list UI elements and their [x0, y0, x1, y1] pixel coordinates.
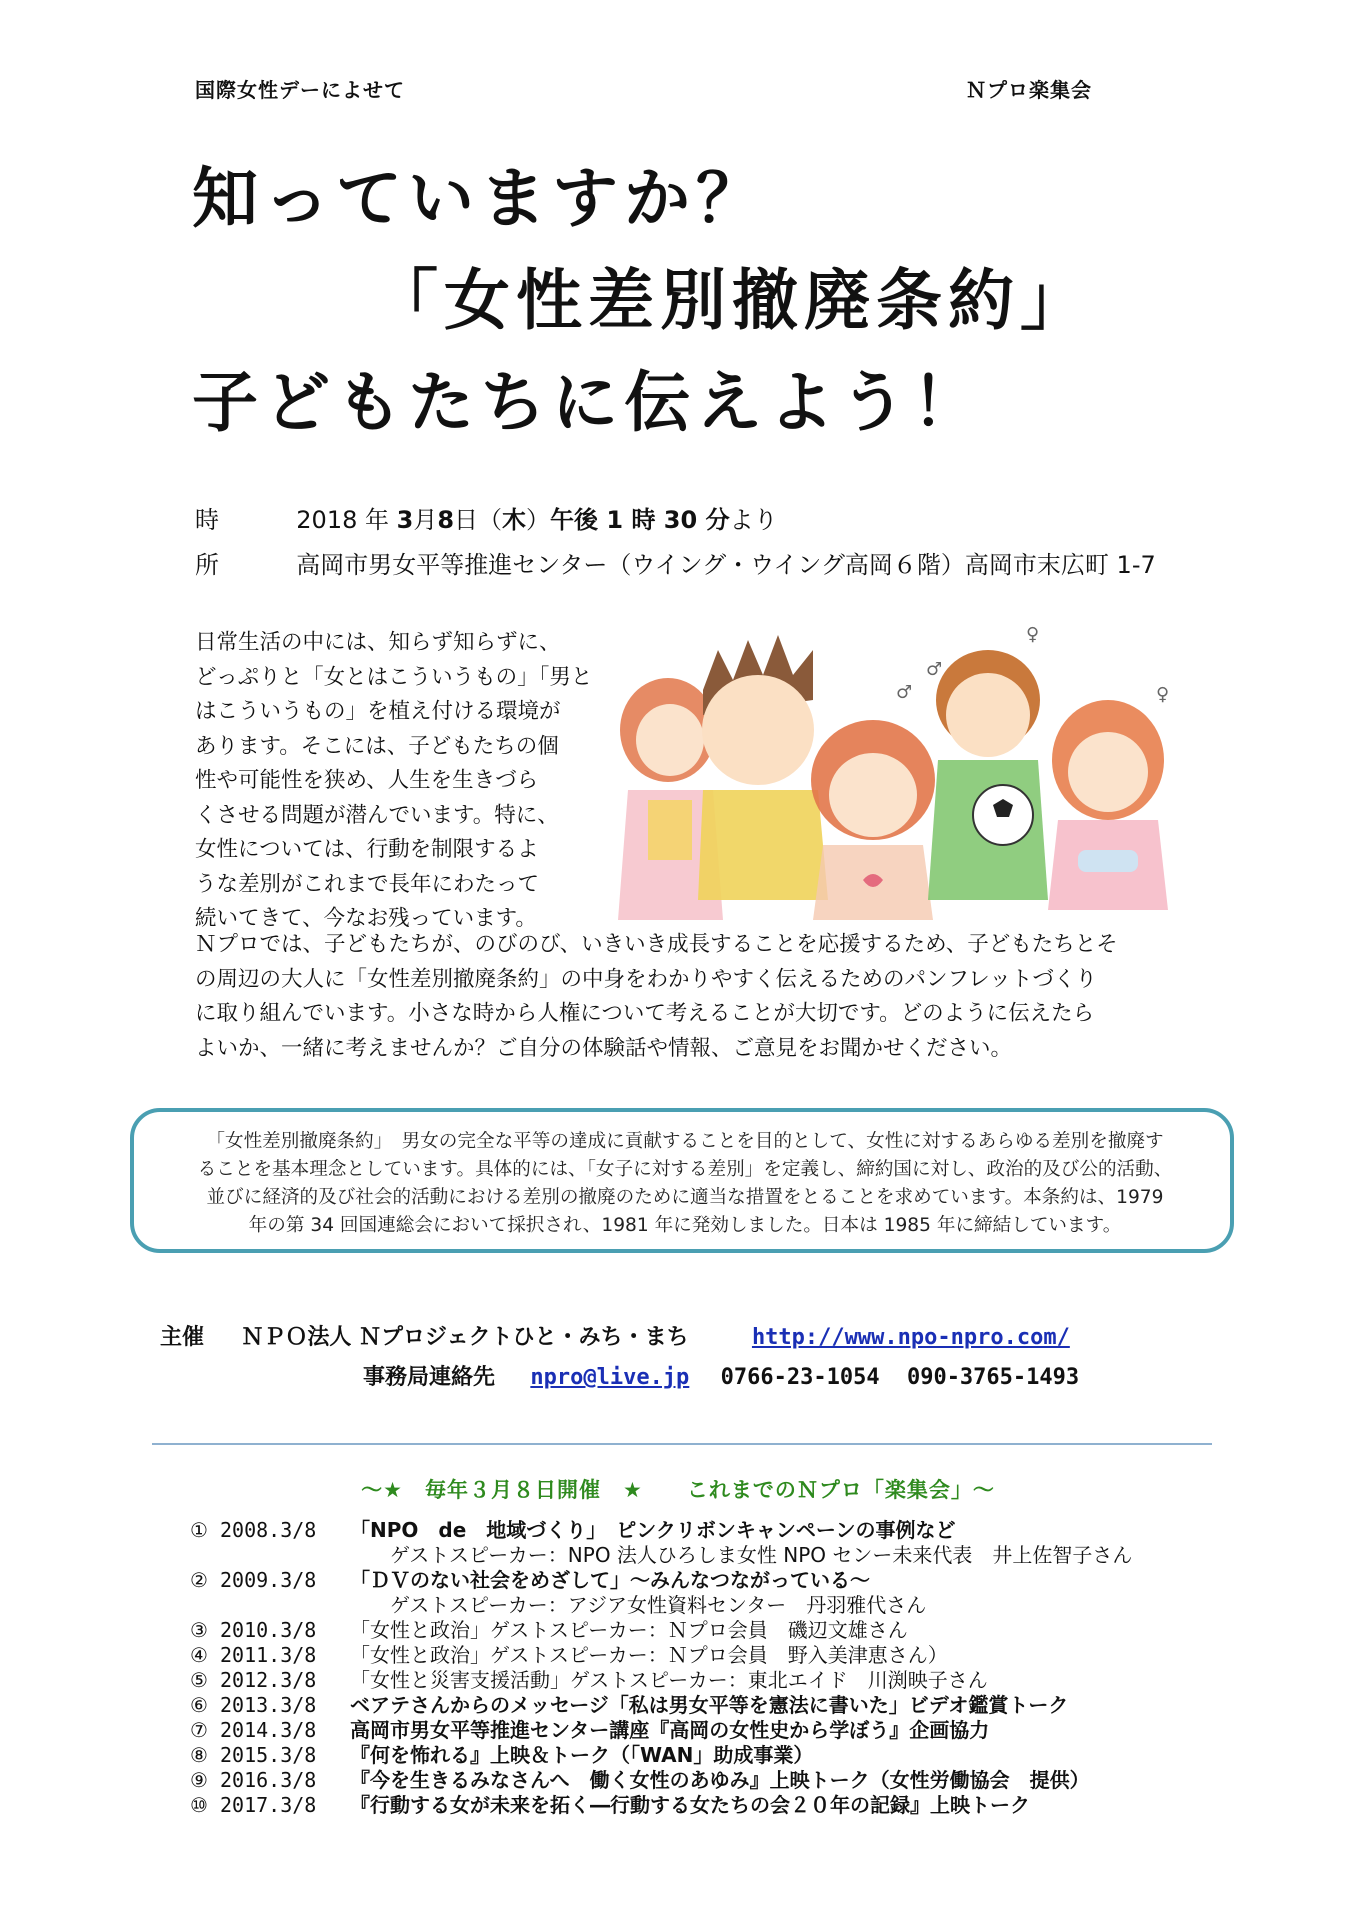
intro-line: くさせる問題が潜んでいます。特に、	[195, 802, 559, 828]
svg-text:♂: ♂	[896, 682, 913, 703]
history-date: 2010.3/8	[220, 1618, 317, 1642]
history-num: ⑥	[190, 1693, 208, 1717]
intro-paragraph	[195, 626, 595, 937]
history-num: ⑩	[190, 1793, 208, 1817]
desc-line: の周辺の大人に「女性差別撤廃条約」の中身をわかりやすく伝えるためのパンフレットづくり	[195, 966, 1097, 992]
history-desc: 『何を怖れる』上映＆トーク（「WAN」助成事業）	[350, 1743, 814, 1767]
history-num: ④	[190, 1643, 208, 1667]
history-desc: 「女性と政治」ゲストスピーカー：Ｎプロ会員 野入美津恵さん）	[350, 1643, 948, 1667]
organizer-label: 主催	[160, 1325, 205, 1350]
treaty-line: 「女性差別撤廃条約」 男女の完全な平等の達成に貢献することを目的として、女性に対するあらゆる差別を撤廃す	[206, 1131, 1164, 1152]
history-item	[190, 1568, 1132, 1593]
history-date: 2009.3/8	[220, 1568, 317, 1592]
desc-line: よいか、一緒に考えませんか？ご自分の体験話や情報、ご意見をお聞かせください。	[195, 1035, 1013, 1061]
contact-phone-1: 0766-23-1054	[720, 1365, 880, 1390]
history-date: 2012.3/8	[220, 1668, 317, 1692]
history-desc: 『行動する女が未来を拓く―行動する女たちの会２０年の記録』上映トーク	[350, 1793, 1030, 1817]
history-item	[190, 1693, 1132, 1718]
history-num: ⑦	[190, 1718, 208, 1742]
organizer-line	[160, 1320, 1070, 1351]
time-month: 3	[396, 506, 414, 534]
header-right: Ｎプロ楽集会	[966, 78, 1092, 102]
intro-line: 日常生活の中には、知らず知らずに、	[195, 630, 561, 655]
event-time	[195, 500, 778, 535]
history-title: ～★ 毎年３月８日開催 ★ これまでのＮプロ「楽集会」～	[361, 1478, 995, 1502]
description-paragraph	[195, 928, 1195, 1066]
history-num: ①	[190, 1518, 208, 1542]
treaty-line: ることを基本理念としています。具体的には、「女子に対する差別」を定義し、締約国に対し、政治的及び公的活動、	[197, 1159, 1173, 1180]
time-suffix: より	[729, 506, 778, 534]
title-line-1: 知っていますか？	[192, 160, 768, 237]
contact-phone-2: 090-3765-1493	[906, 1365, 1080, 1390]
time-month-unit: 月	[413, 506, 438, 534]
history-guest: ゲストスピーカー：アジア女性資料センター 丹羽雅代さん	[390, 1593, 927, 1617]
history-item	[190, 1668, 1132, 1693]
history-num: ②	[190, 1568, 208, 1592]
title-line-2: 「女性差別撤廃条約」	[372, 262, 1092, 339]
intro-line: うな差別がこれまで長年にわたって	[195, 871, 540, 897]
history-desc: ベアテさんからのメッセージ「私は男女平等を憲法に書いた」ビデオ鑑賞トーク	[350, 1693, 1069, 1717]
svg-text:♀: ♀	[1156, 684, 1170, 705]
header-left: 国際女性デーによせて	[195, 78, 405, 102]
history-date: 2015.3/8	[220, 1743, 317, 1767]
time-clock: 午後 1 時 30 分	[550, 506, 730, 534]
contact-email-link[interactable]: npro@live.jp	[530, 1365, 690, 1390]
children-illustration	[608, 620, 1178, 920]
treaty-info-text	[150, 1128, 1220, 1240]
divider	[152, 1443, 1212, 1445]
time-label: 時	[195, 506, 219, 534]
history-item	[190, 1793, 1132, 1818]
place-label: 所	[195, 551, 219, 579]
event-place	[195, 545, 1156, 580]
intro-line: あります。そこには、子どもたちの個	[195, 733, 559, 759]
child-boy-spiky	[698, 635, 828, 900]
intro-line: どっぷりと「女とはこういうもの」「男と	[195, 664, 593, 690]
history-desc: 『今を生きるみなさんへ 働く女性のあゆみ』上映トーク（女性労働協会 提供）	[350, 1768, 1090, 1792]
history-num: ⑤	[190, 1668, 208, 1692]
child-girl-center	[811, 720, 935, 920]
history-date: 2013.3/8	[220, 1693, 317, 1717]
history-num: ③	[190, 1618, 208, 1642]
treaty-line: 並びに経済的及び社会的活動における差別の撤廃のために適当な措置をとることを求めています。本条約は、1979	[206, 1187, 1164, 1208]
intro-line: 続いてきて、今なお残っています。	[195, 906, 537, 931]
history-item	[190, 1643, 1132, 1668]
time-year: 2018 年	[296, 506, 389, 534]
child-girl-right	[1048, 700, 1168, 910]
history-date: 2014.3/8	[220, 1718, 317, 1742]
title-line-3: 子どもたちに伝えよう！	[192, 364, 984, 441]
history-desc: 「女性と災害支援活動」ゲストスピーカー：東北エイド 川渕映子さん	[350, 1668, 988, 1692]
intro-line: 女性については、行動を制限するよ	[195, 837, 539, 862]
child-boy-ball	[928, 650, 1048, 900]
svg-text:♀: ♀	[1026, 624, 1040, 645]
history-item	[190, 1743, 1132, 1768]
history-date: 2008.3/8	[220, 1518, 317, 1542]
organizer-url-link[interactable]: http://www.npo-npro.com/	[751, 1325, 1070, 1350]
history-desc: 「NPO de 地域づくり」 ピンクリボンキャンペーンの事例など	[350, 1518, 956, 1542]
contact-label: 事務局連絡先	[363, 1365, 496, 1390]
time-day-unit: 日（	[454, 506, 503, 534]
desc-line: に取り組んでいます。小さな時から人権について考えることが大切です。どのように伝えたら	[195, 1001, 1095, 1026]
history-date: 2017.3/8	[220, 1793, 317, 1817]
treaty-line: 年の第 34 回国連総会において採択され、1981 年に発効しました。日本は 1985 年に締結しています。	[248, 1215, 1122, 1236]
history-desc: 「女性と政治」ゲストスピーカー：Ｎプロ会員 磯辺文雄さん	[350, 1618, 908, 1642]
svg-text:♂: ♂	[926, 659, 943, 680]
history-date: 2011.3/8	[220, 1643, 317, 1667]
history-list	[190, 1518, 1132, 1818]
place-text: 高岡市男女平等推進センター（ウイング・ウイング高岡６階）高岡市末広町 1-7	[296, 551, 1156, 579]
history-guest: ゲストスピーカー：NPO 法人ひろしま女性 NPO センー未来代表 井上佐智子さん	[390, 1543, 1133, 1567]
intro-line: 性や可能性を狭め、人生を生きづら	[195, 768, 539, 793]
history-num: ⑧	[190, 1743, 208, 1767]
history-item	[190, 1768, 1132, 1793]
history-desc: 高岡市男女平等推進センター講座『高岡の女性史から学ぼう』企画協力	[350, 1718, 990, 1742]
history-desc: 「ＤＶのない社会をめざして」～みんなつながっている～	[350, 1568, 870, 1592]
history-item	[190, 1718, 1132, 1743]
time-weekday: 木	[502, 506, 527, 534]
intro-line: はこういうもの」を植え付ける環境が	[195, 699, 561, 724]
organizer-name: ＮＰＯ法人 Ｎプロジェクトひと・みち・まち	[241, 1325, 689, 1350]
history-num: ⑨	[190, 1768, 208, 1792]
desc-line: Ｎプロでは、子どもたちが、のびのび、いきいき成長することを応援するため、子どもたちとそ	[195, 932, 1118, 957]
time-paren: ）	[526, 506, 551, 534]
history-item	[190, 1618, 1132, 1643]
history-date: 2016.3/8	[220, 1768, 317, 1792]
contact-line	[363, 1360, 1079, 1391]
history-item	[190, 1518, 1132, 1543]
time-day: 8	[437, 506, 455, 534]
